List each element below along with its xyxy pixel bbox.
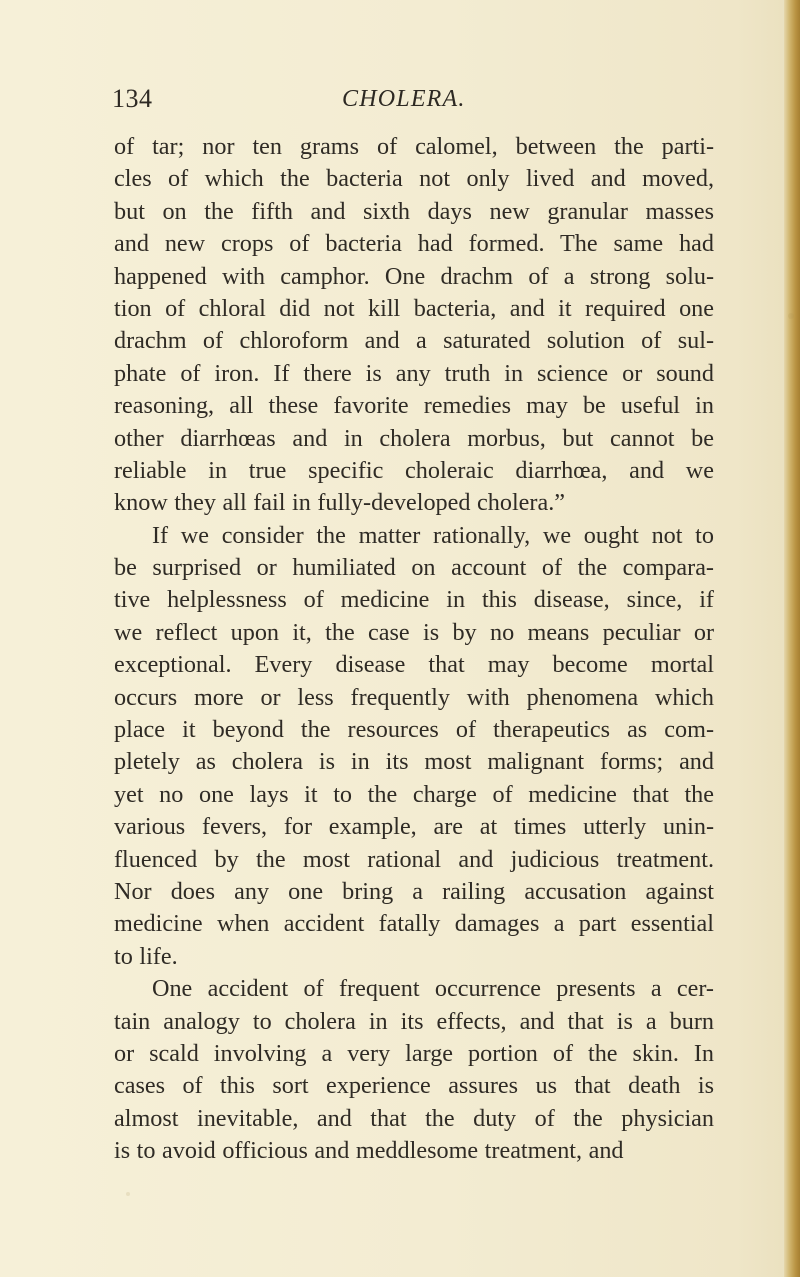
text-line: place it beyond the resources of therapeutics as com- — [114, 716, 714, 744]
text-line: occurs more or less frequently with phenomena which — [114, 683, 714, 711]
text-line: be surprised or humiliated on account of the compara- — [114, 554, 714, 582]
paragraph-end-line: know they all fail in fully-developed cholera.” — [114, 489, 565, 517]
text-line: yet no one lays it to the charge of medicine that the — [114, 780, 714, 808]
paper-spot — [126, 1192, 130, 1196]
paragraph-start-line: One accident of frequent occurrence presents a cer- — [152, 975, 714, 1003]
text-line: tive helplessness of medicine in this disease, since, if — [114, 586, 714, 614]
text-line: and new crops of bacteria had formed. The same had — [114, 230, 714, 258]
text-line: medicine when accident fatally damages a part essential — [114, 910, 714, 938]
text-line: cases of this sort experience assures us that death is — [114, 1072, 714, 1100]
text-line: other diarrhœas and in cholera morbus, but cannot be — [114, 424, 714, 452]
text-line: drachm of chloroform and a saturated solution of sul- — [114, 327, 714, 355]
text-line: pletely as cholera is in its most malignant forms; and — [114, 748, 714, 776]
text-line: cles of which the bacteria not only lived and moved, — [114, 165, 714, 193]
text-line: reasoning, all these favorite remedies may be useful in — [114, 392, 714, 420]
text-line: tion of chloral did not kill bacteria, and it required one — [114, 294, 714, 322]
text-line: we reflect upon it, the case is by no means peculiar or — [114, 618, 714, 646]
text-line: of tar; nor ten grams of calomel, between the parti- — [114, 133, 714, 160]
text-line: happened with camphor. One drachm of a strong solu- — [114, 262, 714, 290]
text-line: fluenced by the most rational and judicious treatment. — [114, 845, 714, 873]
text-line: exceptional. Every disease that may become mortal — [114, 651, 714, 679]
paragraph-start-line: If we consider the matter rationally, we ought not to — [152, 521, 714, 549]
text-line: Nor does any one bring a railing accusation against — [114, 877, 714, 905]
paragraph-end-line: to life. — [114, 942, 178, 970]
text-line: reliable in true specific choleraic diarrhœa, and we — [114, 456, 714, 484]
body-text — [114, 131, 714, 1168]
running-head: CHOLERA. — [342, 86, 466, 112]
text-line: or scald involving a very large portion of the skin. In — [114, 1039, 714, 1067]
text-line: various fevers, for example, are at times utterly unin- — [114, 813, 714, 841]
text-line: is to avoid officious and meddlesome treatment, and — [114, 1137, 624, 1165]
paper-spot — [788, 313, 794, 319]
text-line: phate of iron. If there is any truth in science or sound — [114, 359, 714, 387]
text-line: tain analogy to cholera in its effects, and that is a burn — [114, 1007, 714, 1035]
text-line: almost inevitable, and that the duty of the physician — [114, 1104, 714, 1132]
page-number: 134 — [112, 84, 153, 113]
text-line: but on the fifth and sixth days new granular masses — [114, 197, 714, 225]
page-header — [112, 82, 712, 116]
page-edge — [784, 0, 800, 1277]
